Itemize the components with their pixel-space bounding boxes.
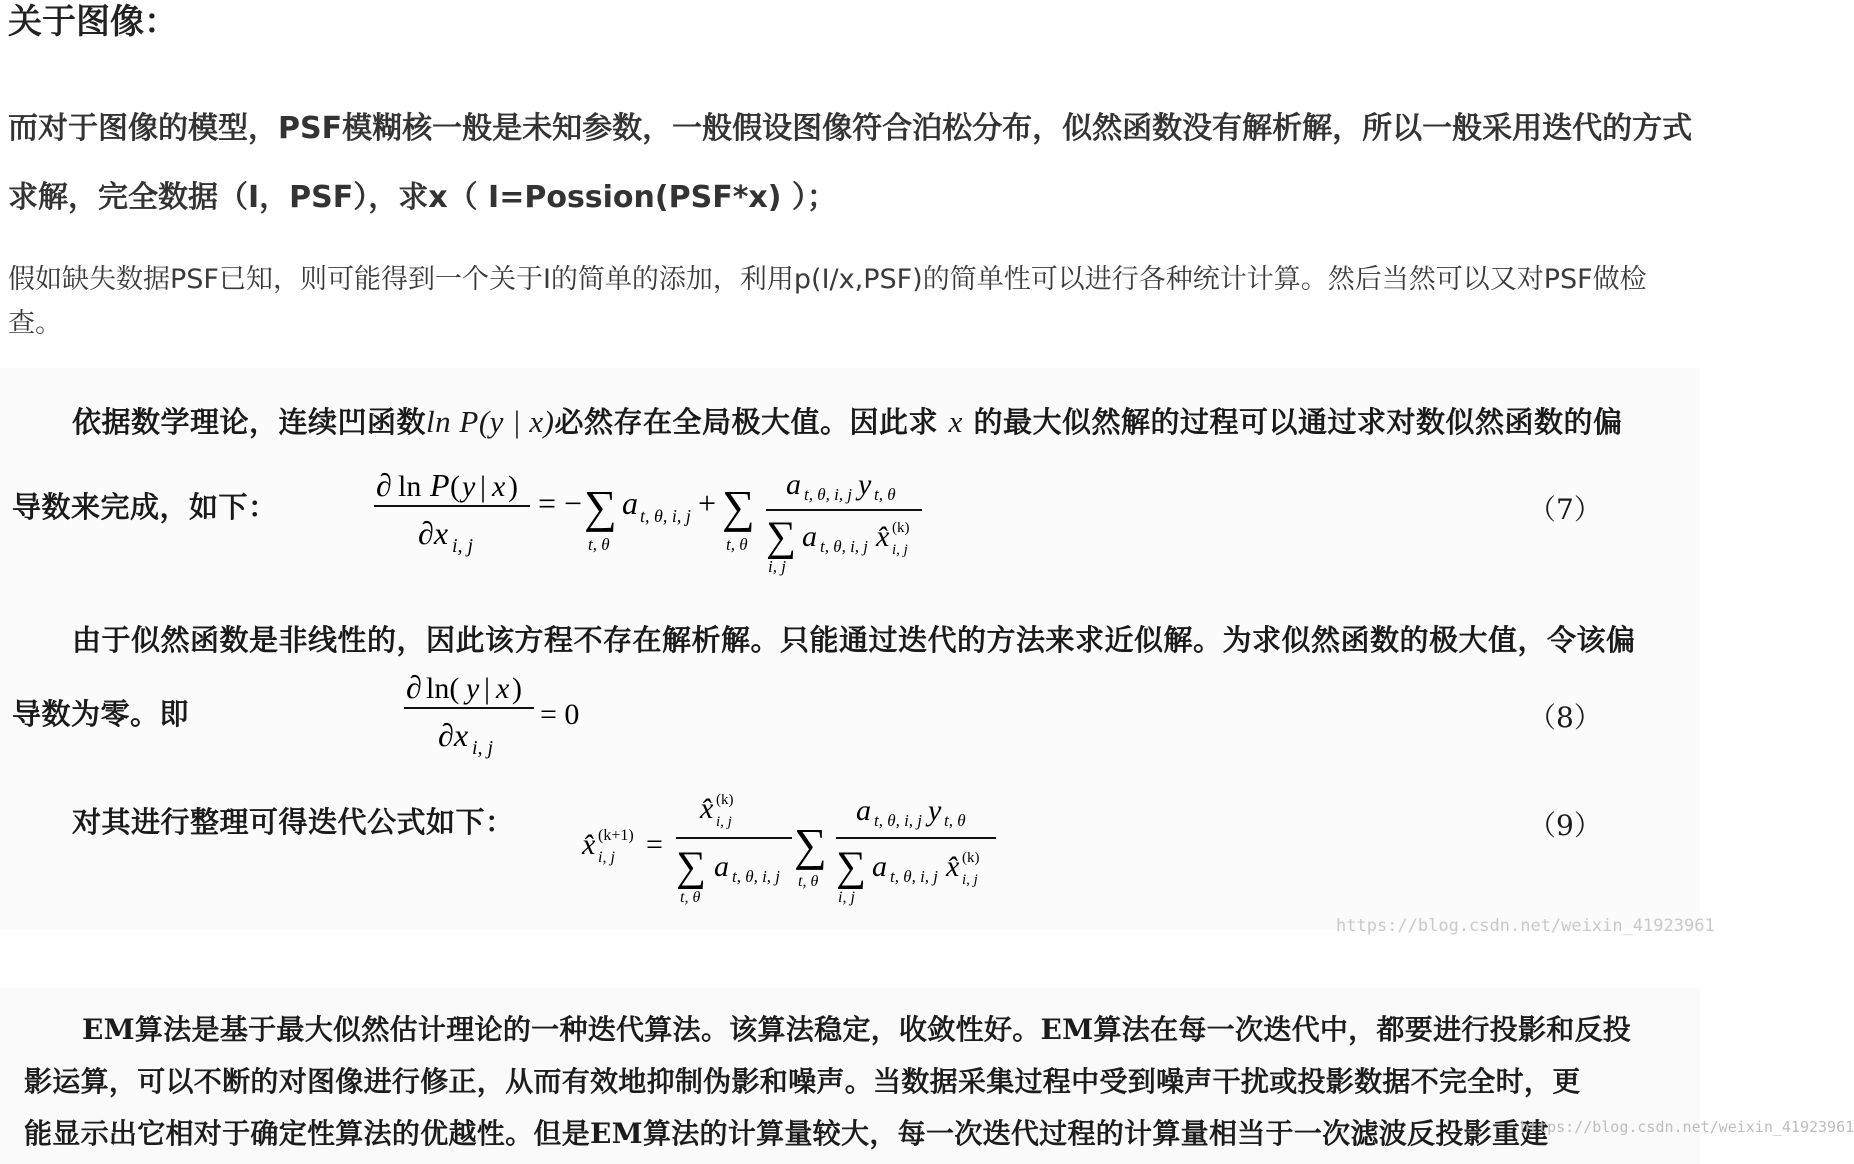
svg-text:t, θ: t, θ xyxy=(798,873,819,890)
svg-text:i, j: i, j xyxy=(716,814,732,830)
scan-line-1: 依据数学理论，连续凹函数ln P(y | x)必然存在全局极大值。因此求 x 的最大似然解的过程可以通过求对数似然函数的偏 xyxy=(72,404,1623,439)
watermark-text: https://blog.csdn.net/weixin_41923961 xyxy=(1336,916,1715,936)
svg-text:∑: ∑ xyxy=(584,481,617,532)
svg-text:x̂: x̂ xyxy=(582,828,596,861)
svg-text:ln: ln xyxy=(398,470,422,503)
scanned-figure-2 xyxy=(0,988,1854,1164)
svg-text:t, θ: t, θ xyxy=(680,889,701,906)
svg-text:t, θ, i, j: t, θ, i, j xyxy=(890,867,939,886)
equation-7 xyxy=(370,466,970,581)
svg-text:t, θ, i, j: t, θ, i, j xyxy=(804,485,853,504)
svg-text:t, θ, i, j: t, θ, i, j xyxy=(732,867,781,886)
svg-text:i, j: i, j xyxy=(452,535,474,557)
svg-text:P: P xyxy=(430,467,450,503)
svg-text:(k): (k) xyxy=(716,792,734,808)
equation-8 xyxy=(400,668,620,763)
svg-text:): ) xyxy=(512,672,522,705)
svg-text:x: x xyxy=(496,672,510,705)
scan2-line-3: 能显示出它相对于确定性算法的优越性。但是EM算法的计算量较大，每一次迭代过程的计算量相当于一次滤波反投影重建 xyxy=(24,1117,1549,1150)
scan-line-5: 对其进行整理可得迭代公式如下： xyxy=(72,805,515,839)
svg-text:(k): (k) xyxy=(962,850,980,866)
svg-text:t, θ: t, θ xyxy=(588,535,610,554)
scan-line-3: 由于似然函数是非线性的，因此该方程不存在解析解。只能通过迭代的方法来求近似解。为求似然函数的极大值，令该偏 xyxy=(72,623,1636,657)
bold-paragraph: 而对于图像的模型，PSF模糊核一般是未知参数，一般假设图像符合泊松分布，似然函数没有解析解，所以一般采用迭代的方式求解，完全数据（I，PSF），求x（ I=Possion(PSF*x) ）； xyxy=(8,111,1693,215)
scanned-figure xyxy=(0,368,1715,936)
equation-9 xyxy=(580,788,1020,915)
svg-text:ln(: ln( xyxy=(426,672,460,705)
svg-text:∑: ∑ xyxy=(676,844,706,890)
svg-text:i, j: i, j xyxy=(838,889,855,906)
svg-text:i, j: i, j xyxy=(892,542,908,558)
svg-text:= −: = − xyxy=(538,485,583,521)
svg-text:y: y xyxy=(462,470,476,503)
svg-text:x̂: x̂ xyxy=(876,520,890,553)
svg-text:x̂: x̂ xyxy=(700,792,714,825)
svg-text:x̂: x̂ xyxy=(946,850,960,883)
svg-text:∑: ∑ xyxy=(766,514,796,560)
plain-paragraph: 假如缺失数据PSF已知，则可能得到一个关于I的简单的添加，利用p(I/x,PSF)的简单性可以进行各种统计计算。然后当然可以又对PSF做检查。 xyxy=(8,264,1647,339)
svg-text:(k): (k) xyxy=(892,520,910,536)
svg-text:a: a xyxy=(786,468,801,501)
svg-text:∂: ∂ xyxy=(376,467,392,503)
svg-text:|: | xyxy=(480,470,487,503)
svg-text:t, θ, i, j: t, θ, i, j xyxy=(640,506,691,526)
svg-text:t, θ, i, j: t, θ, i, j xyxy=(820,537,869,556)
watermark-text-2: https://blog.csdn.net/weixin_41923961 xyxy=(1520,1118,1854,1136)
svg-text:= 0: = 0 xyxy=(540,698,580,731)
svg-text:): ) xyxy=(508,470,518,503)
svg-text:|: | xyxy=(484,672,491,705)
svg-text:x: x xyxy=(492,470,506,503)
svg-text:t, θ: t, θ xyxy=(874,485,896,504)
equation-8-number: （8） xyxy=(1528,701,1602,734)
svg-text:∂x: ∂x xyxy=(418,515,449,551)
svg-text:a: a xyxy=(872,850,887,883)
svg-text:(: ( xyxy=(450,470,460,503)
svg-text:a: a xyxy=(856,794,871,827)
equation-9-number: （9） xyxy=(1528,809,1602,842)
scan-line-4: 导数为零。即 xyxy=(12,697,190,731)
equation-7-number: （7） xyxy=(1528,493,1602,526)
svg-text:a: a xyxy=(802,520,817,553)
svg-text:a: a xyxy=(622,485,638,521)
svg-text:∂x: ∂x xyxy=(438,717,469,753)
svg-text:(k+1): (k+1) xyxy=(598,827,634,844)
scan2-line-1: EM算法是基于最大似然估计理论的一种迭代算法。该算法稳定，收敛性好。EM算法在每一次迭代中，都要进行投影和反投 xyxy=(82,1013,1632,1046)
page-title: 关于图像： xyxy=(8,2,178,42)
svg-text:t, θ: t, θ xyxy=(726,535,748,554)
svg-text:∂: ∂ xyxy=(406,669,422,705)
svg-text:=: = xyxy=(646,828,663,861)
svg-text:+: + xyxy=(698,485,717,521)
svg-text:∑: ∑ xyxy=(722,481,755,532)
svg-text:y: y xyxy=(466,672,480,705)
svg-text:t, θ: t, θ xyxy=(944,811,966,830)
svg-text:y: y xyxy=(858,468,872,501)
svg-text:i, j: i, j xyxy=(962,872,978,888)
scan2-line-2: 影运算，可以不断的对图像进行修正，从而有效地抑制伪影和噪声。当数据采集过程中受到噪声干扰或投影数据不完全时，更 xyxy=(24,1065,1581,1098)
svg-text:y: y xyxy=(928,794,942,827)
svg-text:i, j: i, j xyxy=(598,849,615,866)
svg-text:i, j: i, j xyxy=(768,557,786,576)
svg-text:t, θ, i, j: t, θ, i, j xyxy=(874,811,923,830)
scan-line-2: 导数来完成，如下： xyxy=(12,490,278,524)
svg-text:∑: ∑ xyxy=(836,844,866,890)
svg-text:a: a xyxy=(714,850,729,883)
svg-text:i, j: i, j xyxy=(472,737,494,759)
svg-text:∑: ∑ xyxy=(794,819,827,870)
